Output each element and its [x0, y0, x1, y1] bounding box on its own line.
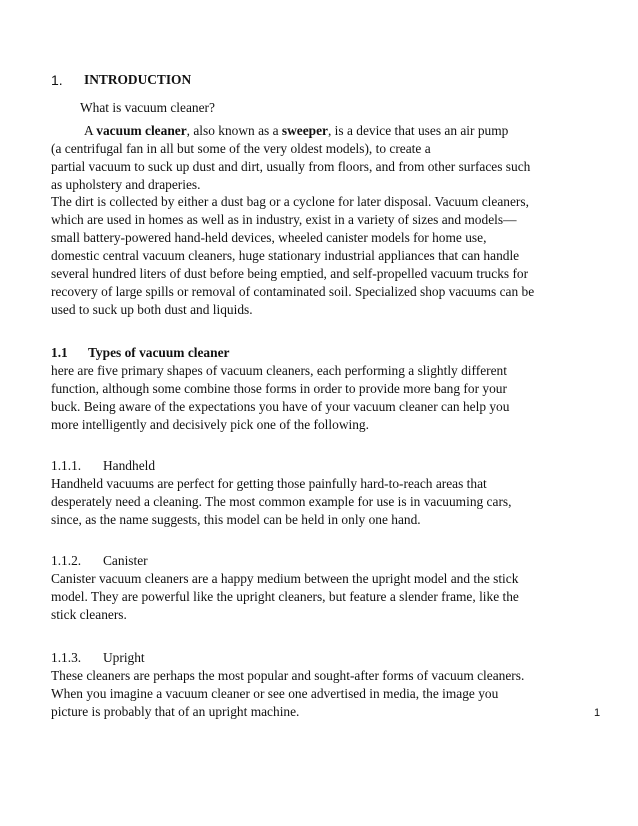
intro-question: What is vacuum cleaner? — [80, 100, 215, 115]
paragraph-line: which are used in homes as well as in industry, exist in a variety of sizes and models— — [51, 212, 517, 227]
paragraph-line: stick cleaners. — [51, 607, 127, 622]
paragraph-line: partial vacuum to suck up dust and dirt, usually from floors, and from other surfaces such — [51, 159, 531, 174]
page-number: 1 — [594, 707, 601, 719]
intro-first-line — [84, 123, 508, 139]
paragraph-line: small battery-powered hand-held devices, wheeled canister models for home use, — [51, 230, 487, 245]
subsection-number: 1.1.1. — [51, 458, 82, 473]
subsection-title: Upright — [103, 650, 145, 665]
section-number: 1. — [51, 72, 63, 88]
paragraph-line: These cleaners are perhaps the most popular and sought-after forms of vacuum cleaners. — [51, 668, 525, 683]
subsection-title: Types of vacuum cleaner — [88, 345, 230, 360]
paragraph-line: picture is probably that of an upright machine. — [51, 704, 300, 719]
paragraph-line: model. They are powerful like the upright cleaners, but feature a slender frame, like the — [51, 589, 519, 604]
paragraph-line: domestic central vacuum cleaners, huge stationary industrial appliances that can handle — [51, 248, 520, 263]
section-title: INTRODUCTION — [84, 72, 192, 87]
paragraph-line: as upholstery and draperies. — [51, 177, 201, 192]
term-sweeper: sweeper — [281, 123, 328, 138]
paragraph-line: Handheld vacuums are perfect for getting those painfully hard-to-reach areas that — [51, 476, 487, 491]
paragraph-line: several hundred liters of dust before being emptied, and self-propelled vacuum trucks for — [51, 266, 529, 281]
paragraph-line: recovery of large spills or removal of contaminated soil. Specialized shop vacuums can be — [51, 284, 535, 299]
paragraph-line: (a centrifugal fan in all but some of the very oldest models), to create a — [51, 141, 431, 156]
paragraph-line: used to suck up both dust and liquids. — [51, 302, 253, 317]
subsection-number: 1.1.2. — [51, 553, 82, 568]
subsection-number: 1.1 — [51, 345, 68, 360]
subsection-title: Handheld — [103, 458, 156, 473]
intro-text: A — [84, 123, 97, 138]
paragraph-line: here are five primary shapes of vacuum cleaners, each performing a slightly different — [51, 363, 507, 378]
paragraph-line: Canister vacuum cleaners are a happy medium between the upright model and the stick — [51, 571, 519, 586]
paragraph-line: When you imagine a vacuum cleaner or see one advertised in media, the image you — [51, 686, 499, 701]
subsection-title: Canister — [103, 553, 148, 568]
paragraph-line: since, as the name suggests, this model can be held in only one hand. — [51, 512, 421, 527]
paragraph-line: more intelligently and decisively pick one of the following. — [51, 417, 369, 432]
paragraph-line: desperately need a cleaning. The most common example for use is in vacuuming cars, — [51, 494, 512, 509]
intro-text: , is a device that uses an air pump — [327, 123, 509, 138]
subsection-number: 1.1.3. — [51, 650, 82, 665]
paragraph-line: buck. Being aware of the expectations you have of your vacuum cleaner can help you — [51, 399, 510, 414]
paragraph-line: function, although some combine those forms in order to provide more bang for your — [51, 381, 507, 396]
term-vacuum-cleaner: vacuum cleaner — [96, 123, 187, 138]
intro-text: , also known as a — [186, 123, 282, 138]
paragraph-line: The dirt is collected by either a dust bag or a cyclone for later disposal. Vacuum cleaners, — [51, 194, 529, 209]
